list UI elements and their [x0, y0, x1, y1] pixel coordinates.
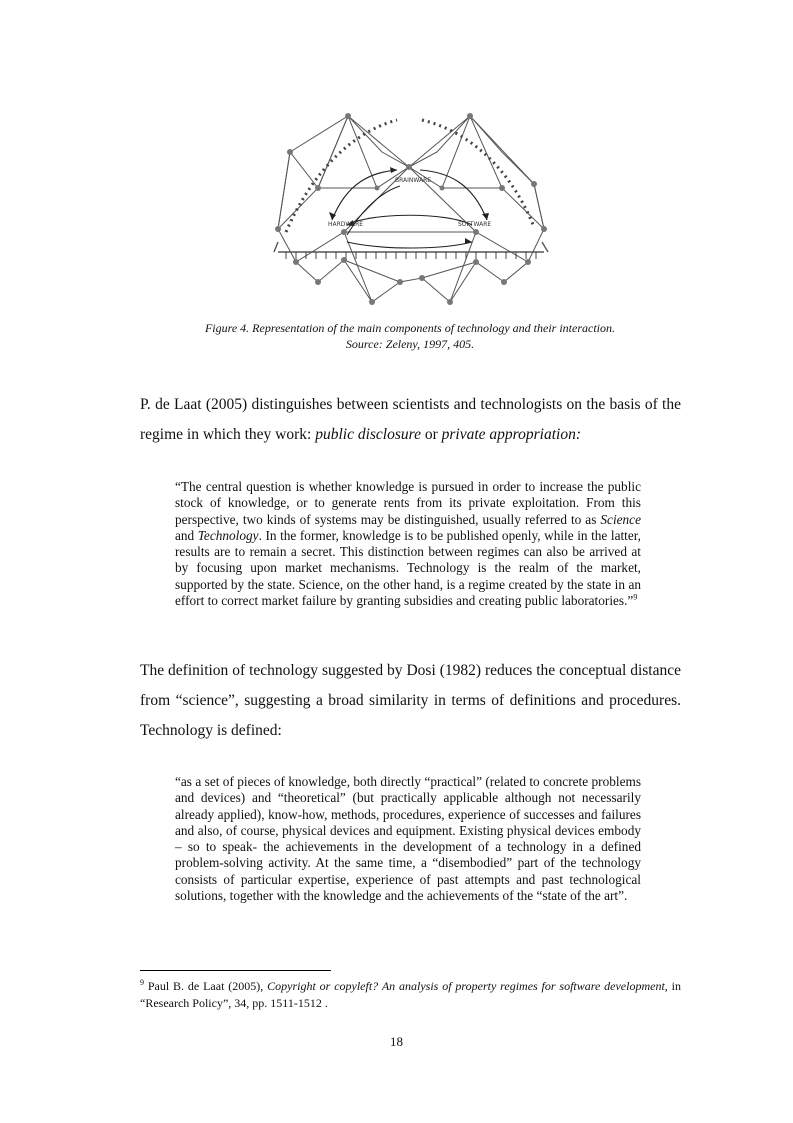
term-private-appropriation: private appropriation: — [441, 426, 581, 443]
footnote-source: , in “Research Policy”, 34, pp. 1511-1512 . — [140, 979, 681, 1010]
footnote-ref-9: 9 — [633, 592, 638, 602]
footnote-title: Copyright or copyleft? An analysis of property regimes for software development — [267, 979, 665, 993]
paragraph-de-laat-or: or — [420, 426, 442, 443]
footnote-separator — [140, 970, 331, 971]
paragraph-dosi: The definition of technology suggested by Dosi (1982) reduces the conceptual distance from “science”, suggesting a broad similarity in terms of definitions and procedures. Technology is defined: — [140, 662, 681, 739]
term-public-disclosure: public disclosure — [315, 426, 421, 443]
quote-de-laat-part2: . In the former, knowledge is to be published openly, while in the latter, results are to remain a secret. This distinction between regimes can also be arrived at by focusing upon market mechanisms. Technology is the realm of the market, supported by the state. Science, on the other hand, is a regime created by the state in an effort to correct market failure by granting subsidies and creating public laboratories.” — [175, 527, 641, 609]
block-quote-de-laat — [175, 479, 641, 609]
figure-caption — [140, 320, 680, 352]
paragraph-de-laat — [140, 390, 681, 450]
quote-de-laat-part1: “The central question is whether knowledge is pursued in order to increase the public stock of knowledge, or to generate rents from its private exploitation. From this perspective, two kinds of systems may be distinguished, usually referred to as — [175, 479, 641, 527]
label-hardware: HARDWARE — [328, 221, 364, 228]
term-science: Science — [600, 511, 641, 527]
paragraph-de-laat-text: P. de Laat (2005) distinguishes between scientists and technologists on the basis of the regime in which they work: — [140, 396, 681, 443]
term-technology: Technology — [197, 527, 259, 543]
figure-caption-title: Figure 4. Representation of the main components of technology and their interaction. — [204, 321, 616, 335]
footnote-9 — [140, 978, 681, 1012]
technology-components-figure — [272, 102, 550, 308]
footnote-author: Paul B. de Laat (2005), — [144, 979, 268, 993]
page-number: 18 — [390, 1034, 403, 1049]
block-quote-dosi: “as a set of pieces of knowledge, both directly “practical” (related to concrete problems and devices) and “theoretical” (but practically applicable although not necessarily already applied), know-how, methods, procedures, experience of successes and failures and also, of course, physical devices and equipment. Existing physical devices embody – so to speak- the achievements in the development of a technology in a defined problem-solving activity. At the same time, a “disembodied” part of the technology consists of particular expertise, experience of past attempts and past technological solutions, together with the knowledge and the achievements of the “state of the art”. — [175, 774, 641, 904]
quote-de-laat-and: and — [175, 527, 198, 543]
footnote-number: 9 — [140, 978, 144, 987]
network-diagram — [272, 102, 550, 308]
figure-caption-source: Source: Zeleny, 1997, 405. — [345, 337, 475, 351]
label-brainware: BRAINWARE — [395, 177, 432, 184]
label-software: SOFTWARE — [458, 221, 492, 228]
